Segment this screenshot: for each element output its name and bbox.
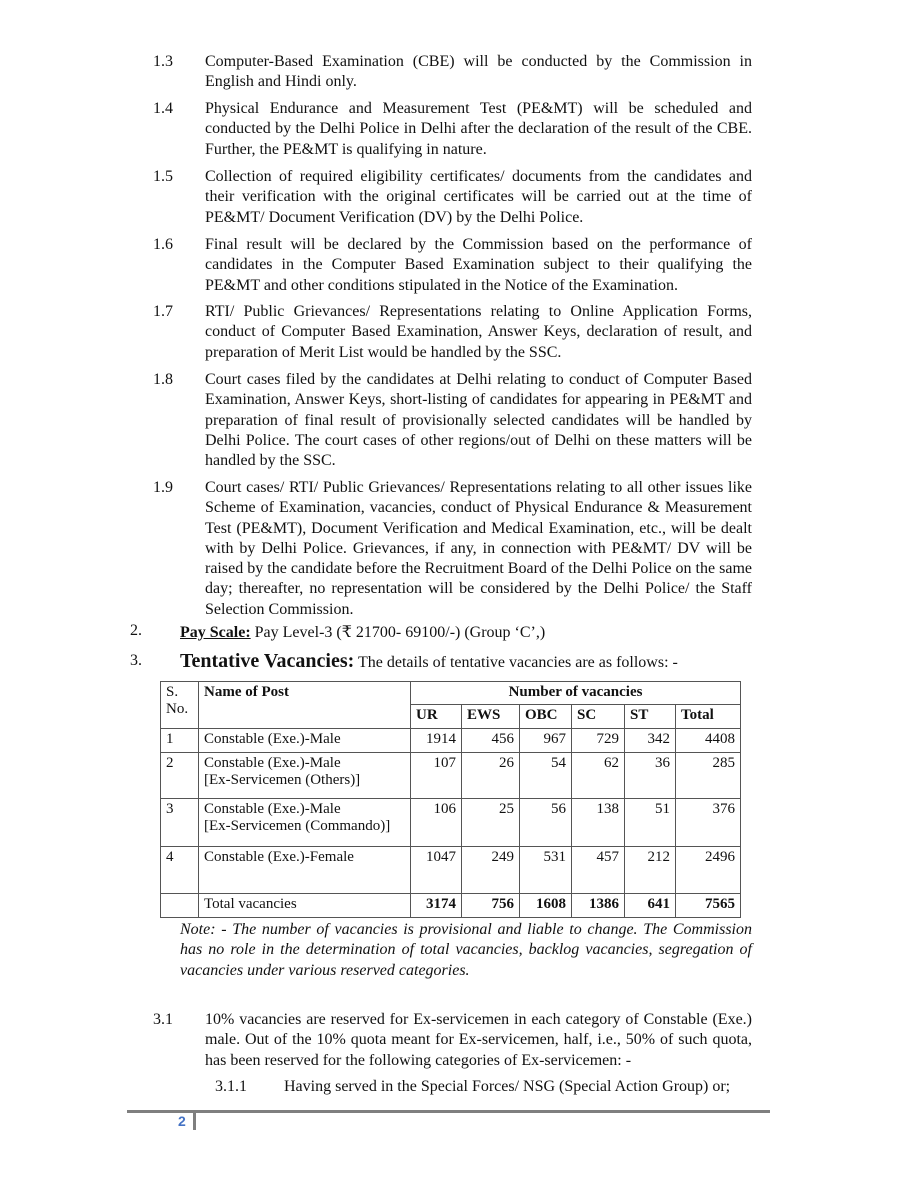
cell-st: 342 bbox=[625, 729, 676, 753]
pay-scale-label: Pay Scale: bbox=[180, 624, 251, 641]
total-ur: 3174 bbox=[411, 894, 462, 918]
post-name: Constable (Exe.)-Male bbox=[204, 731, 341, 747]
cell-total-label: Total vacancies bbox=[199, 894, 411, 918]
header-ews: EWS bbox=[462, 705, 520, 729]
cell-total: 4408 bbox=[676, 729, 741, 753]
item-3-1-text: 10% vacancies are reserved for Ex-servicemen in each category of Constable (Exe.) male. Out of the 10% quota meant for Ex-servicemen, half, i.e., 50% of such quota, has been reserved for the following categories of Ex-servicemen: - bbox=[205, 1011, 752, 1069]
item-text: Computer-Based Examination (CBE) will be conducted by the Commission in English and Hindi only. bbox=[205, 53, 752, 91]
cell-total: 2496 bbox=[676, 847, 741, 894]
item-3-1-1-number: 3.1.1 bbox=[215, 1078, 247, 1095]
cell-ews: 249 bbox=[462, 847, 520, 894]
total-sc: 1386 bbox=[572, 894, 625, 918]
item-text: Collection of required eligibility certificates/ documents from the candidates and their verification with the original certificates will be carried out at the time of PE&MT/ Document Verification (DV) by the Delhi Police. bbox=[205, 168, 752, 226]
item-text: Final result will be declared by the Commission based on the performance of candidates in the Computer Based Examination subject to their qualifying the PE&MT and other conditions stipulated in the Notice of the Examination. bbox=[205, 236, 752, 294]
tentative-vacancies-label: Tentative Vacancies: bbox=[180, 650, 355, 672]
table-row bbox=[161, 799, 741, 847]
cell-ews: 26 bbox=[462, 753, 520, 799]
header-number-of-vacancies: Number of vacancies bbox=[411, 682, 741, 705]
item-number: 1.9 bbox=[153, 479, 173, 496]
total-obc: 1608 bbox=[520, 894, 572, 918]
item-text: Physical Endurance and Measurement Test (PE&MT) will be scheduled and conducted by the Delhi Police in Delhi after the declaration of the result of the CBE. Further, the PE&MT is qualifying in nature. bbox=[205, 100, 752, 158]
item-number: 1.6 bbox=[153, 236, 173, 253]
total-st: 641 bbox=[625, 894, 676, 918]
header-total: Total bbox=[676, 705, 741, 729]
cell-sno-empty bbox=[161, 894, 199, 918]
item-text: Court cases/ RTI/ Public Grievances/ Representations relating to all other issues like Scheme of Examination, vacancies, conduct of Physical Endurance & Measurement Test (PE&MT), Document Verification and Medical Examination, etc., will be dealt with by Delhi Police. Grievances, if any, in connection with PE&MT/ DV will be raised by the candidate before the Recruitment Board of the Delhi Police on the same day; thereafter, no representation will be considered by the Delhi Police/ the Staff Selection Commission. bbox=[205, 479, 752, 618]
table-row bbox=[161, 729, 741, 753]
section-3-number: 3. bbox=[130, 652, 142, 669]
cell-obc: 56 bbox=[520, 799, 572, 847]
cell-post bbox=[199, 753, 411, 799]
item-number: 1.8 bbox=[153, 371, 173, 388]
table-row bbox=[161, 753, 741, 799]
footer-rule bbox=[127, 1110, 770, 1113]
post-name: Constable (Exe.)-Male bbox=[204, 755, 341, 771]
header-name-of-post: Name of Post bbox=[199, 682, 411, 729]
cell-post bbox=[199, 847, 411, 894]
cell-st: 36 bbox=[625, 753, 676, 799]
cell-total: 285 bbox=[676, 753, 741, 799]
cell-ur: 1047 bbox=[411, 847, 462, 894]
tentative-vacancies-text: The details of tentative vacancies are as follows: - bbox=[354, 654, 678, 671]
cell-sc: 138 bbox=[572, 799, 625, 847]
item-number: 1.4 bbox=[153, 100, 173, 117]
cell-obc: 531 bbox=[520, 847, 572, 894]
header-sno: S. No. bbox=[161, 682, 199, 729]
cell-sc: 729 bbox=[572, 729, 625, 753]
total-ews: 756 bbox=[462, 894, 520, 918]
post-subname: [Ex-Servicemen (Others)] bbox=[204, 772, 361, 788]
section-2-number: 2. bbox=[130, 622, 142, 639]
item-3-1-1-text: Having served in the Special Forces/ NSG (Special Action Group) or; bbox=[284, 1078, 731, 1095]
cell-sc: 457 bbox=[572, 847, 625, 894]
cell-ur: 106 bbox=[411, 799, 462, 847]
pay-scale-text: Pay Level-3 (₹ 21700- 69100/-) (Group ‘C’,) bbox=[250, 624, 546, 641]
page-number: 2 bbox=[178, 1113, 186, 1129]
item-3-1-number: 3.1 bbox=[153, 1011, 173, 1028]
cell-obc: 967 bbox=[520, 729, 572, 753]
header-st: ST bbox=[625, 705, 676, 729]
table-total-row bbox=[161, 894, 741, 918]
post-name: Constable (Exe.)-Female bbox=[204, 849, 354, 865]
cell-sc: 62 bbox=[572, 753, 625, 799]
item-number: 1.5 bbox=[153, 168, 173, 185]
cell-total: 376 bbox=[676, 799, 741, 847]
vacancy-note: Note: - The number of vacancies is provisional and liable to change. The Commission has no role in the determination of total vacancies, backlog vacancies, segregation of vacancies under various reserved categories. bbox=[180, 921, 752, 979]
post-name: Constable (Exe.)-Male bbox=[204, 801, 341, 817]
item-text: Court cases filed by the candidates at Delhi relating to conduct of Computer Based Examination, Answer Keys, short-listing of candidates for appearing in PE&MT and preparation of final result of provisionally selected candidates will be handled by Delhi Police. The court cases of other regions/out of Delhi on these matters will be handled by the SSC. bbox=[205, 371, 752, 470]
cell-ur: 1914 bbox=[411, 729, 462, 753]
header-ur: UR bbox=[411, 705, 462, 729]
cell-ews: 25 bbox=[462, 799, 520, 847]
cell-ur: 107 bbox=[411, 753, 462, 799]
cell-sno: 3 bbox=[161, 799, 199, 847]
cell-st: 212 bbox=[625, 847, 676, 894]
cell-sno: 1 bbox=[161, 729, 199, 753]
table-row bbox=[161, 847, 741, 894]
cell-sno: 2 bbox=[161, 753, 199, 799]
item-text: RTI/ Public Grievances/ Representations relating to Online Application Forms, conduct of Computer Based Examination, Answer Keys, declaration of result, and preparation of Merit List would be handled by the SSC. bbox=[205, 303, 752, 361]
item-number: 1.3 bbox=[153, 53, 173, 70]
item-number: 1.7 bbox=[153, 303, 173, 320]
pay-scale bbox=[180, 622, 545, 642]
cell-post bbox=[199, 799, 411, 847]
footer-divider bbox=[193, 1110, 196, 1130]
cell-sno: 4 bbox=[161, 847, 199, 894]
cell-post bbox=[199, 729, 411, 753]
header-sc: SC bbox=[572, 705, 625, 729]
vacancies-table bbox=[160, 681, 741, 918]
cell-ews: 456 bbox=[462, 729, 520, 753]
cell-st: 51 bbox=[625, 799, 676, 847]
post-subname: [Ex-Servicemen (Commando)] bbox=[204, 818, 391, 834]
total-total: 7565 bbox=[676, 894, 741, 918]
cell-obc: 54 bbox=[520, 753, 572, 799]
header-obc: OBC bbox=[520, 705, 572, 729]
tentative-vacancies-heading bbox=[180, 650, 678, 673]
